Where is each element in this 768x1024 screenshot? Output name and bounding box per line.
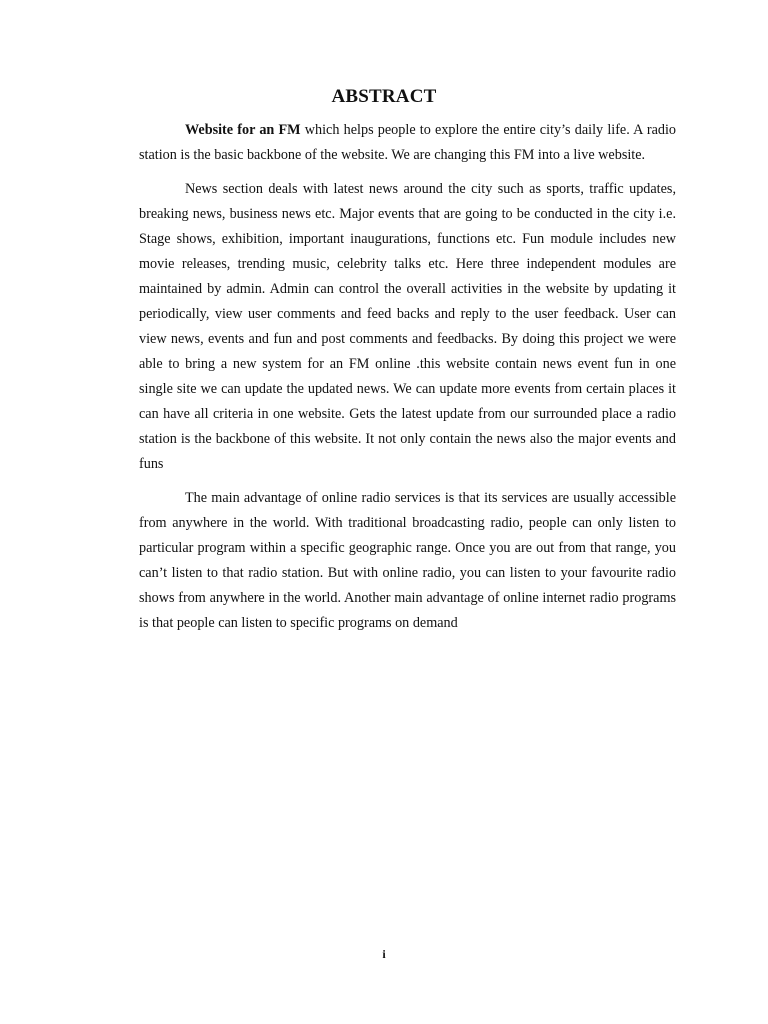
paragraph-2: News section deals with latest news around the city such as sports, traffic updates, breaking news, business news etc. Major events that are going to be conducted in the city i.e. Stage shows, exhibition, important inaugurations, functions etc. Fun module includes new movie releases, trending music, celebrity talks etc. Here three independent modules are maintained by admin. Admin can control the overall activities in the website by updating it periodically, view user comments and feed backs and reply to the user feedback. User can view news, events and fun and post comments and feedbacks. By doing this project we were able to bring a new system for an FM online .this website contain news event fun in one single site we can update the updated news. We can update more events from certain places it can have all criteria in one website. Gets the latest update from our surrounded place a radio station is the backbone of this website. It not only contain the news also the major events and funs bbox=[139, 181, 676, 472]
abstract-title: ABSTRACT bbox=[331, 86, 437, 107]
paragraph-3: The main advantage of online radio services is that its services are usually accessible from anywhere in the world. With traditional broadcasting radio, people can only listen to particular program within a specific geographic range. Once you are out from that range, you can’t listen to that radio station. But with online radio, you can listen to your favourite radio shows from anywhere in the world. Another main advantage of online internet radio programs is that people can listen to specific programs on demand bbox=[139, 490, 676, 631]
paragraph-1-text: which helps people to explore the entire city’s daily life. A radio station is the basic backbone of the website. We are changing this FM into a live website. bbox=[139, 122, 676, 163]
paragraph-1 bbox=[139, 118, 676, 168]
paragraph-1-lead: Website for an FM bbox=[185, 122, 301, 138]
abstract-body bbox=[139, 118, 676, 645]
page-number: i bbox=[382, 947, 386, 961]
